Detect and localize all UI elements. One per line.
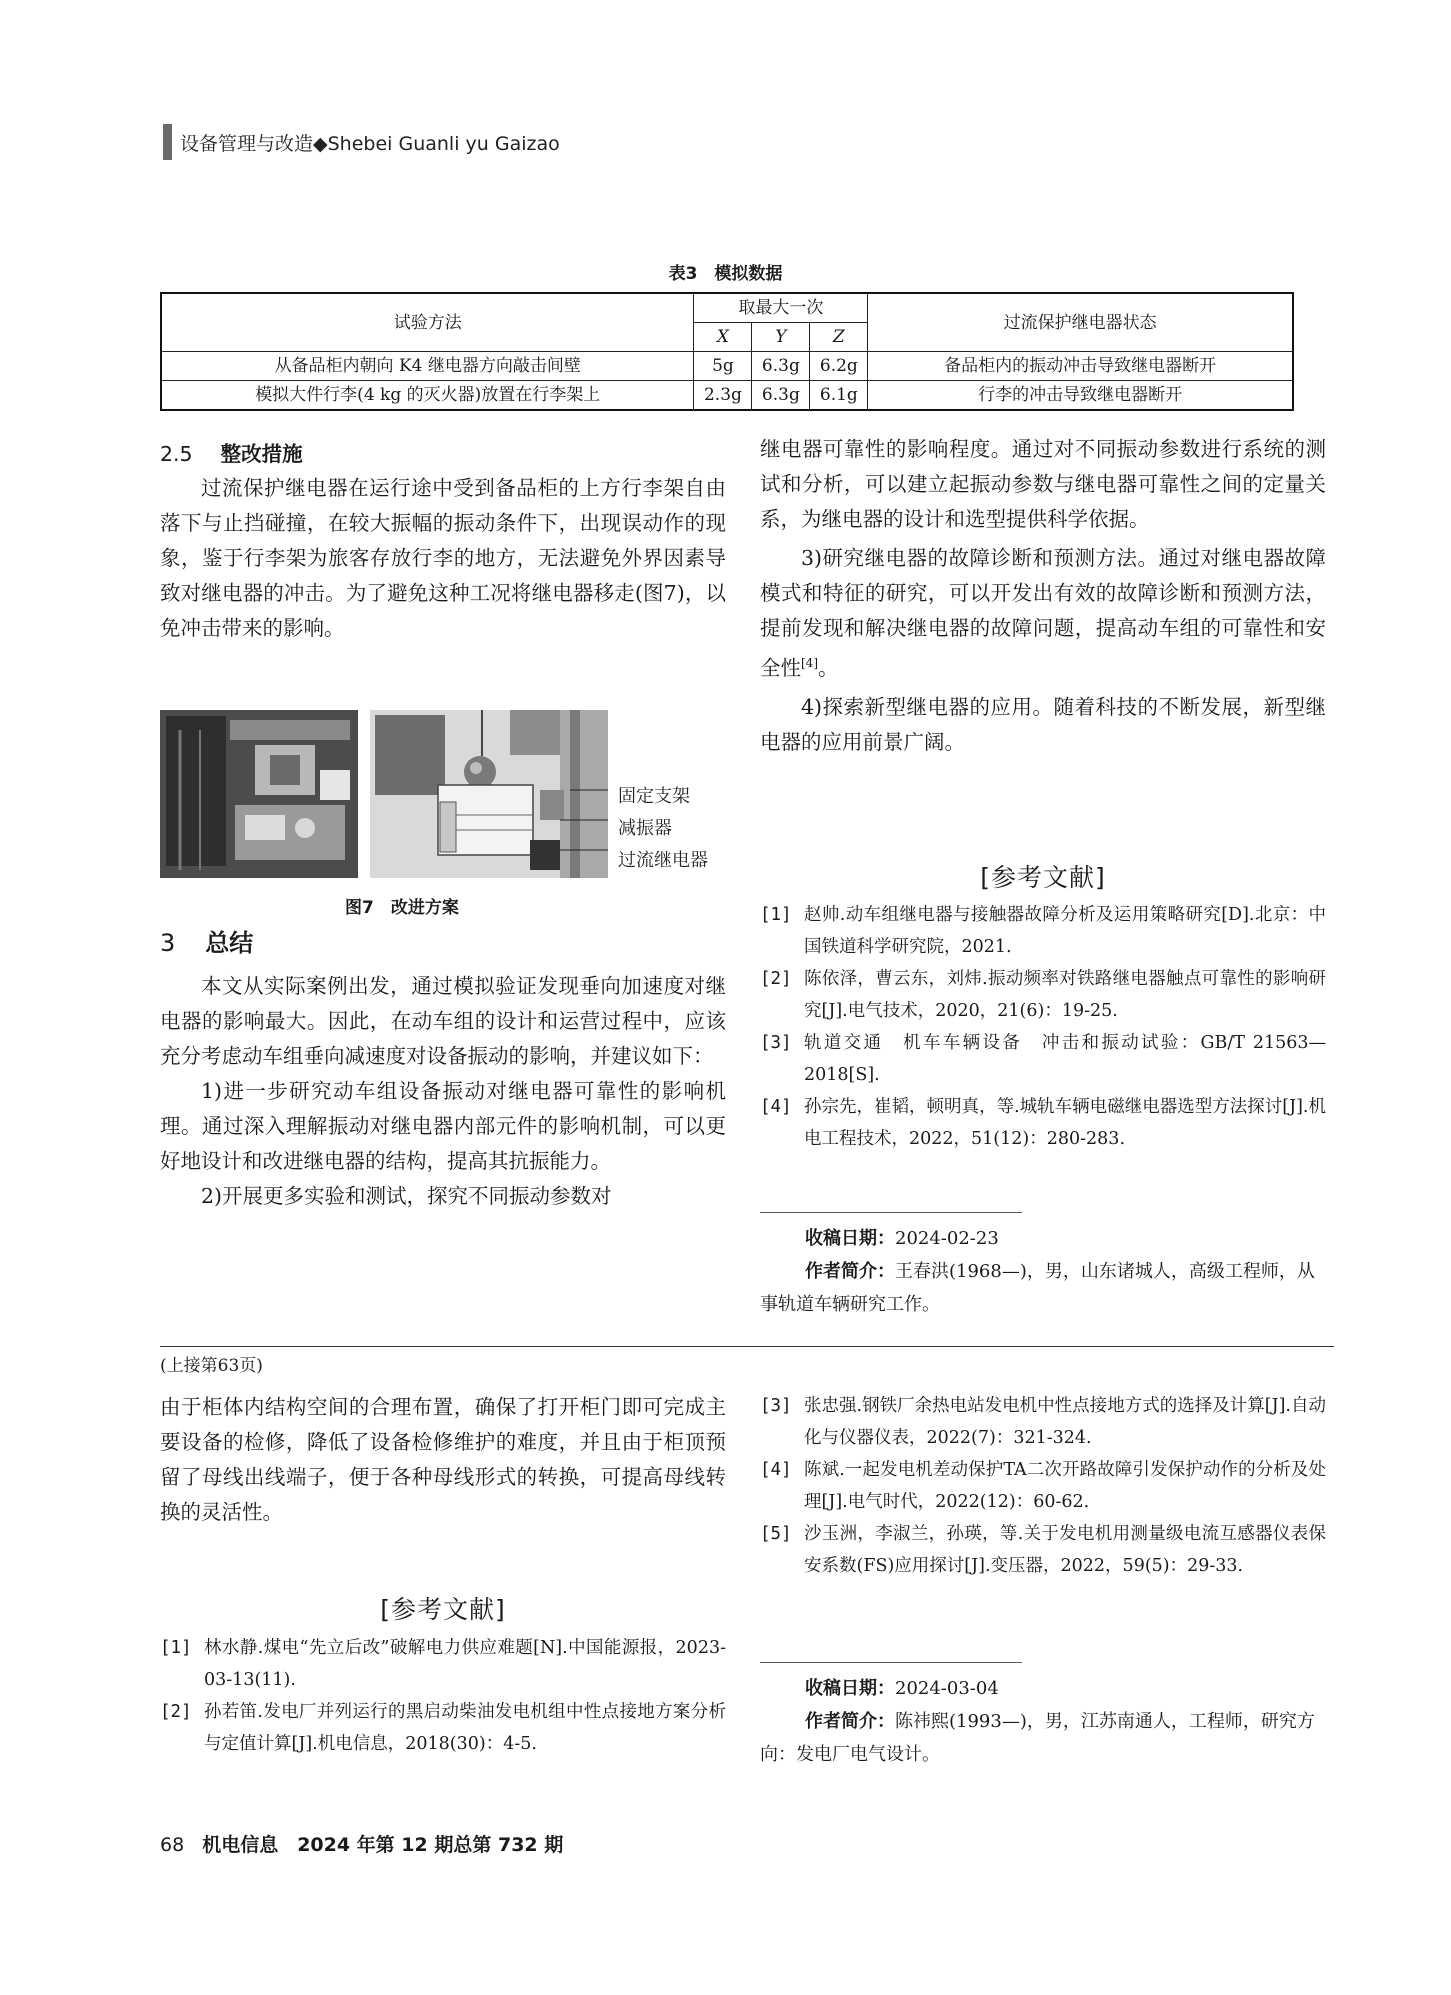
header-bar <box>163 124 172 160</box>
header-axis-x: X <box>694 323 752 352</box>
header-axis-y: Y <box>752 323 810 352</box>
references-title: [参考文献] <box>380 1595 506 1624</box>
reference-list <box>160 1632 726 1760</box>
section-divider <box>160 1346 1334 1347</box>
table-header-row <box>161 293 1293 323</box>
reference-item: [3] 张忠强.钢铁厂余热电站发电机中性点接地方式的选择及计算[J].自动化与仪器仪表，2022(7)：321-324. <box>760 1396 1326 1448</box>
reference-item: [4] 陈斌.一起发电机差动保护TA二次开路故障引发保护动作的分析及处理[J].电气时代，2022(12)：60-62. <box>760 1460 1326 1512</box>
page-footer <box>160 1830 563 1857</box>
paragraph: 3)研究继电器的故障诊断和预测方法。通过对继电器故障模式和特征的研究，可以开发出有效的故障诊断和预测方法，提前发现和解决继电器的故障问题，提高动车组的可靠性和安全性[4]。 <box>760 546 1326 680</box>
reference-item: [4] 孙宗先，崔韬，顿明真，等.城轨车辆电磁继电器选型方法探讨[J].机电工程技术，2022，51(12)：280-283. <box>760 1097 1326 1149</box>
divider <box>760 1212 1022 1213</box>
running-header <box>163 124 560 160</box>
journal-info: 机电信息 2024 年第 12 期总第 732 期 <box>202 1834 564 1856</box>
figure-7-image <box>160 710 608 878</box>
cell-y: 6.3g <box>752 352 810 381</box>
cell-z: 6.2g <box>810 352 868 381</box>
reference-item: [2] 陈依泽，曹云东，刘炜.振动频率对铁路继电器触点可靠性的影响研究[J].电气技术，2020，21(6)：19-25. <box>760 969 1326 1021</box>
cell-z: 6.1g <box>810 381 868 411</box>
figure-label-relay: 过流继电器 <box>618 850 708 871</box>
paragraph: 4)探索新型继电器的应用。随着科技的不断发展，新型继电器的应用前景广阔。 <box>760 694 1326 754</box>
article-note <box>760 1222 1326 1321</box>
section-number: 2.5 <box>160 442 193 466</box>
reference-item: [3] 轨道交通 机车车辆设备 冲击和振动试验：GB/T 21563—2018[S]. <box>760 1033 1326 1085</box>
bottom-left-column <box>160 1390 726 1530</box>
table-row <box>161 381 1293 411</box>
author-bio: 作者简介：王春洪(1968—)，男，山东诸城人，高级工程师，从事轨道车辆研究工作。 <box>760 1261 1315 1315</box>
paragraph: 继电器可靠性的影响程度。通过对不同振动参数进行系统的测试和分析，可以建立起振动参数与继电器可靠性之间的定量关系，为继电器的设计和选型提供科学依据。 <box>760 437 1326 531</box>
reference-list <box>760 899 1326 1155</box>
article-note <box>760 1672 1326 1771</box>
divider <box>760 1662 1022 1663</box>
cell-y: 6.3g <box>752 381 810 411</box>
paragraph: 2)开展更多实验和测试，探究不同振动参数对 <box>201 1184 612 1208</box>
left-column-section-3 <box>160 923 726 1214</box>
reference-item: [5] 沙玉洲，李淑兰，孙瑛，等.关于发电机用测量级电流互感器仪表保安系数(FS)应用探讨[J].变压器，2022，59(5)：29-33. <box>760 1524 1326 1576</box>
paragraph: 本文从实际案例出发，通过模拟验证发现垂向加速度对继电器的影响最大。因此，在动车组的设计和运营过程中，应该充分考虑动车组垂向减速度对设备振动的影响，并建议如下： <box>160 974 726 1068</box>
right-column-top <box>760 432 1326 760</box>
header-status: 过流保护继电器状态 <box>868 293 1293 352</box>
left-column-top <box>160 437 726 646</box>
cell-status: 备品柜内的振动冲击导致继电器断开 <box>868 352 1293 381</box>
cell-method: 模拟大件行李(4 kg 的灭火器)放置在行李架上 <box>161 381 694 411</box>
simulation-table <box>160 292 1294 411</box>
cell-x: 5g <box>694 352 752 381</box>
header-axis-z: Z <box>810 323 868 352</box>
page-number: 68 <box>160 1834 185 1856</box>
continued-note: (上接第63页) <box>160 1356 263 1376</box>
reference-item: [1] 林水静.煤电“先立后改”破解电力供应难题[N].中国能源报，2023-03-13(11). <box>160 1638 726 1690</box>
section-heading-3 <box>160 923 726 963</box>
figure-label-fixed-bracket: 固定支架 <box>618 786 690 807</box>
figure-7 <box>160 710 608 878</box>
header-max: 取最大一次 <box>694 293 868 323</box>
section-heading-2-5 <box>160 437 726 471</box>
cell-method: 从备品柜内朝向 K4 继电器方向敲击间壁 <box>161 352 694 381</box>
section-title: 整改措施 <box>220 442 303 466</box>
table-title: 表3 模拟数据 <box>668 264 783 284</box>
reference-list <box>760 1390 1326 1582</box>
table-row <box>161 352 1293 381</box>
figure-label-damper: 减振器 <box>618 818 672 839</box>
cell-status: 行李的冲击导致继电器断开 <box>868 381 1293 411</box>
author-bio: 作者简介：陈祎熙(1993—)，男，江苏南通人，工程师，研究方向：发电厂电气设计。 <box>760 1711 1315 1765</box>
header-text: 设备管理与改造◆Shebei Guanli yu Gaizao <box>180 132 560 155</box>
section-title: 总结 <box>205 929 254 957</box>
paragraph: 由于柜体内结构空间的合理布置，确保了打开柜门即可完成主要设备的检修，降低了设备检修维护的难度，并且由于柜顶预留了母线出线端子，便于各种母线形式的转换，可提高母线转换的灵活性。 <box>160 1395 726 1524</box>
header-method: 试验方法 <box>161 293 694 352</box>
cell-x: 2.3g <box>694 381 752 411</box>
citation: [4] <box>801 656 818 670</box>
received-date: 收稿日期：2024-03-04 <box>805 1678 999 1699</box>
reference-item: [1] 赵帅.动车组继电器与接触器故障分析及运用策略研究[D].北京：中国铁道科学研究院，2021. <box>760 905 1326 957</box>
section-number: 3 <box>160 929 176 957</box>
figure-caption: 图7 改进方案 <box>345 898 459 918</box>
paragraph: 过流保护继电器在运行途中受到备品柜的上方行李架自由落下与止挡碰撞，在较大振幅的振动条件下，出现误动作的现象，鉴于行李架为旅客存放行李的地方，无法避免外界因素导致对继电器的冲击。为了避免这种工况将继电器移走(图7)，以免冲击带来的影响。 <box>160 476 726 640</box>
references-title: [参考文献] <box>980 863 1106 892</box>
received-date: 收稿日期：2024-02-23 <box>805 1228 999 1249</box>
reference-item: [2] 孙若笛.发电厂并列运行的黑启动柴油发电机组中性点接地方案分析与定值计算[J].机电信息，2018(30)：4-5. <box>160 1702 726 1754</box>
paragraph: 1)进一步研究动车组设备振动对继电器可靠性的影响机理。通过深入理解振动对继电器内部元件的影响机制，可以更好地设计和改进继电器的结构，提高其抗振能力。 <box>160 1079 726 1173</box>
